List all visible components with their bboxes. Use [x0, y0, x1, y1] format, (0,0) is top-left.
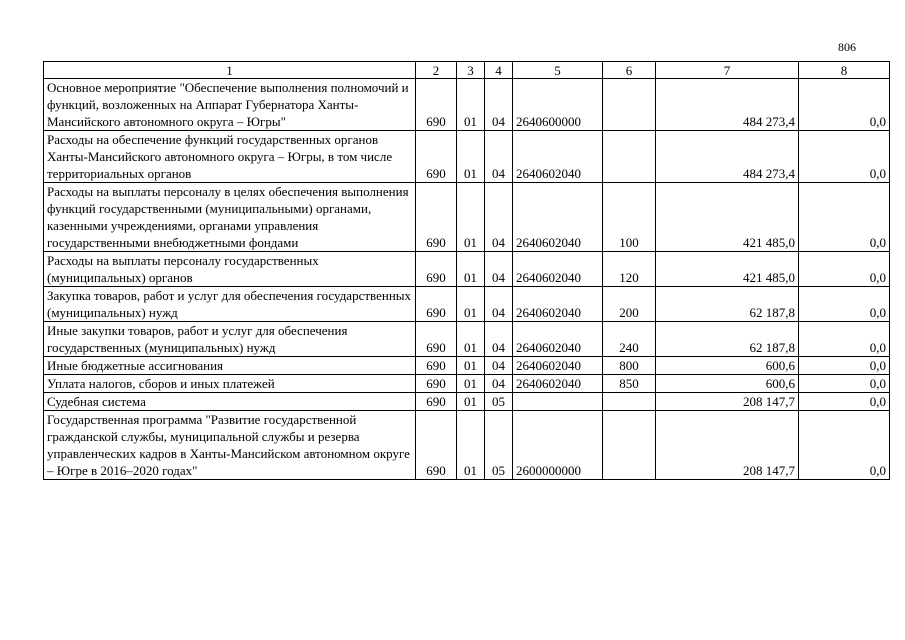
table-row — [44, 411, 890, 480]
column-header: 8 — [799, 62, 890, 79]
row-amount-2: 0,0 — [799, 393, 890, 411]
row-subsection-code: 04 — [485, 322, 513, 357]
row-section-code: 01 — [457, 322, 485, 357]
row-subsection-code: 04 — [485, 131, 513, 183]
row-type-code: 100 — [603, 183, 656, 252]
row-name: Расходы на выплаты персоналу государственных (муниципальных) органов — [44, 252, 416, 287]
row-name: Уплата налогов, сборов и иных платежей — [44, 375, 416, 393]
row-amount: 600,6 — [656, 357, 799, 375]
row-target-code: 2640602040 — [513, 183, 603, 252]
row-admin-code: 690 — [416, 287, 457, 322]
row-subsection-code: 04 — [485, 79, 513, 131]
row-target-code: 2640602040 — [513, 131, 603, 183]
row-type-code: 200 — [603, 287, 656, 322]
row-name: Основное мероприятие "Обеспечение выполнения полномочий и функций, возложенных на Аппарат Губернатора Ханты-Мансийского автономного округа – Югры" — [44, 79, 416, 131]
row-admin-code: 690 — [416, 131, 457, 183]
row-subsection-code: 04 — [485, 183, 513, 252]
row-name: Иные бюджетные ассигнования — [44, 357, 416, 375]
row-type-code: 240 — [603, 322, 656, 357]
row-admin-code: 690 — [416, 357, 457, 375]
row-target-code: 2640602040 — [513, 322, 603, 357]
row-amount: 62 187,8 — [656, 322, 799, 357]
column-header: 6 — [603, 62, 656, 79]
row-name: Расходы на выплаты персоналу в целях обеспечения выполнения функций государственными (муниципальными) органами, казенными учреждениями, органами управления государственными внебюджетными фондами — [44, 183, 416, 252]
column-header: 3 — [457, 62, 485, 79]
table-row — [44, 322, 890, 357]
row-admin-code: 690 — [416, 183, 457, 252]
row-amount-2: 0,0 — [799, 375, 890, 393]
row-subsection-code: 04 — [485, 287, 513, 322]
table-row — [44, 357, 890, 375]
row-target-code — [513, 393, 603, 411]
row-amount: 421 485,0 — [656, 252, 799, 287]
row-target-code: 2640600000 — [513, 79, 603, 131]
row-name: Иные закупки товаров, работ и услуг для обеспечения государственных (муниципальных) нужд — [44, 322, 416, 357]
row-amount-2: 0,0 — [799, 287, 890, 322]
row-name: Закупка товаров, работ и услуг для обеспечения государственных (муниципальных) нужд — [44, 287, 416, 322]
row-subsection-code: 05 — [485, 393, 513, 411]
row-section-code: 01 — [457, 393, 485, 411]
row-name: Судебная система — [44, 393, 416, 411]
row-type-code — [603, 393, 656, 411]
row-section-code: 01 — [457, 287, 485, 322]
row-type-code — [603, 131, 656, 183]
row-amount-2: 0,0 — [799, 411, 890, 480]
table-row — [44, 252, 890, 287]
row-section-code: 01 — [457, 252, 485, 287]
row-admin-code: 690 — [416, 393, 457, 411]
row-target-code: 2640602040 — [513, 252, 603, 287]
row-amount: 484 273,4 — [656, 79, 799, 131]
row-section-code: 01 — [457, 79, 485, 131]
column-header: 1 — [44, 62, 416, 79]
row-target-code: 2640602040 — [513, 287, 603, 322]
row-section-code: 01 — [457, 183, 485, 252]
row-subsection-code: 04 — [485, 252, 513, 287]
row-amount: 208 147,7 — [656, 411, 799, 480]
table-row — [44, 131, 890, 183]
row-name: Государственная программа "Развитие государственной гражданской службы, муниципальной службы и резерва управленческих кадров в Ханты-Мансийском автономном округе – Югре в 2016–2020 годах" — [44, 411, 416, 480]
row-subsection-code: 04 — [485, 375, 513, 393]
row-section-code: 01 — [457, 411, 485, 480]
table-row — [44, 79, 890, 131]
row-section-code: 01 — [457, 357, 485, 375]
column-header: 5 — [513, 62, 603, 79]
row-amount-2: 0,0 — [799, 131, 890, 183]
row-section-code: 01 — [457, 375, 485, 393]
row-type-code — [603, 411, 656, 480]
row-name: Расходы на обеспечение функций государственных органов Ханты-Мансийского автономного округа – Югры, в том числе территориальных органов — [44, 131, 416, 183]
row-amount: 208 147,7 — [656, 393, 799, 411]
row-subsection-code: 05 — [485, 411, 513, 480]
row-admin-code: 690 — [416, 375, 457, 393]
row-section-code: 01 — [457, 131, 485, 183]
row-target-code: 2640602040 — [513, 375, 603, 393]
row-target-code: 2600000000 — [513, 411, 603, 480]
table-row — [44, 375, 890, 393]
row-amount-2: 0,0 — [799, 252, 890, 287]
column-header: 2 — [416, 62, 457, 79]
row-type-code: 800 — [603, 357, 656, 375]
row-type-code: 850 — [603, 375, 656, 393]
row-admin-code: 690 — [416, 322, 457, 357]
row-type-code — [603, 79, 656, 131]
row-amount-2: 0,0 — [799, 183, 890, 252]
row-target-code: 2640602040 — [513, 357, 603, 375]
budget-table — [43, 61, 890, 480]
row-admin-code: 690 — [416, 411, 457, 480]
row-type-code: 120 — [603, 252, 656, 287]
row-admin-code: 690 — [416, 79, 457, 131]
row-amount: 484 273,4 — [656, 131, 799, 183]
column-header: 7 — [656, 62, 799, 79]
row-admin-code: 690 — [416, 252, 457, 287]
table-row — [44, 393, 890, 411]
row-amount: 600,6 — [656, 375, 799, 393]
row-amount-2: 0,0 — [799, 322, 890, 357]
column-header: 4 — [485, 62, 513, 79]
row-amount: 62 187,8 — [656, 287, 799, 322]
table-row — [44, 287, 890, 322]
row-amount-2: 0,0 — [799, 79, 890, 131]
page-number: 806 — [838, 40, 856, 54]
table-row — [44, 183, 890, 252]
row-amount-2: 0,0 — [799, 357, 890, 375]
header-row — [44, 62, 890, 79]
row-subsection-code: 04 — [485, 357, 513, 375]
row-amount: 421 485,0 — [656, 183, 799, 252]
